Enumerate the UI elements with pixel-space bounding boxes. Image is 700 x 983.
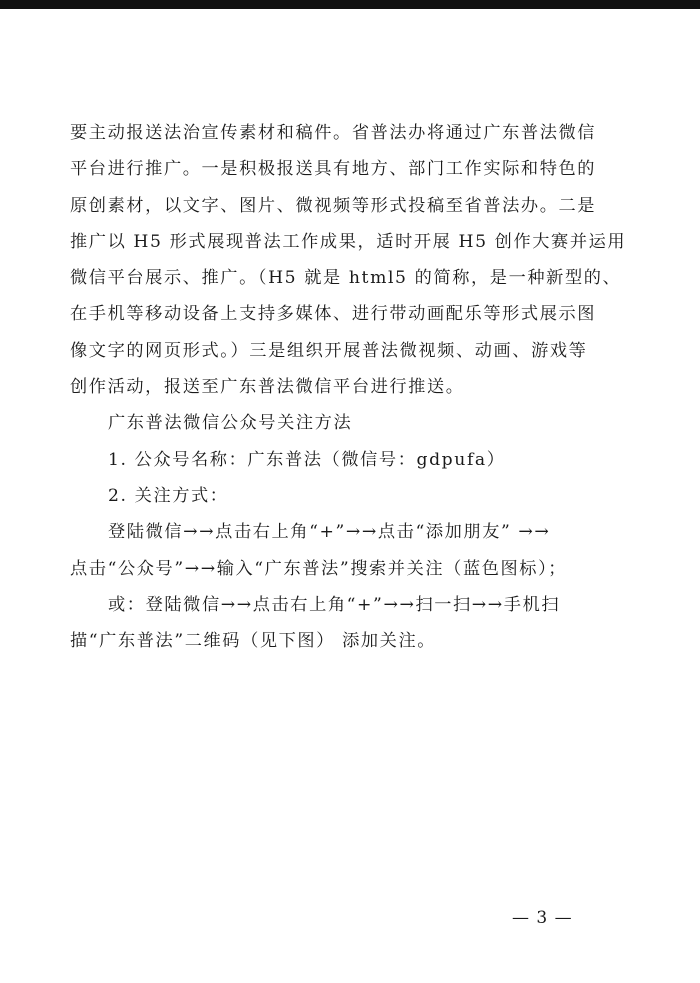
body-text-line: 平台进行推广。一是积极报送具有地方、部门工作实际和特色的 (70, 159, 597, 180)
body-text-line: 微信平台展示、推广。（H5 就是 html5 的简称，是一种新型的、 (70, 268, 622, 289)
account-name-item: 1. 公众号名称：广东普法（微信号：gdpufa） (108, 449, 506, 470)
alternative-steps-line: 或：登陆微信→→点击右上角“+”→→扫一扫→→手机扫 (108, 594, 561, 615)
document-body (70, 115, 627, 659)
body-text-line: 创作活动，报送至广东普法微信平台进行推送。 (70, 377, 465, 398)
top-border-rule (0, 0, 700, 9)
section-heading: 广东普法微信公众号关注方法 (108, 413, 353, 434)
follow-steps-line: 点击“公众号”→→输入“广东普法”搜索并关注（蓝色图标）； (70, 558, 568, 579)
body-text-line: 在手机等移动设备上支持多媒体、进行带动画配乐等形式展示图 (70, 304, 597, 325)
follow-steps-line: 登陆微信→→点击右上角“+”→→点击“添加朋友” →→ (108, 522, 551, 543)
body-text-line: 像文字的网页形式。）三是组织开展普法微视频、动画、游戏等 (70, 340, 588, 361)
follow-method-item: 2. 关注方式： (108, 485, 229, 506)
page-number: — 3 — (512, 908, 573, 928)
alternative-steps-line: 描“广东普法”二维码（见下图） 添加关注。 (70, 631, 437, 652)
body-text-line: 推广以 H5 形式展现普法工作成果，适时开展 H5 创作大赛并运用 (70, 231, 627, 252)
body-text-line: 原创素材，以文字、图片、微视频等形式投稿至省普法办。二是 (70, 195, 597, 216)
body-text-line: 要主动报送法治宣传素材和稿件。省普法办将通过广东普法微信 (70, 123, 597, 143)
